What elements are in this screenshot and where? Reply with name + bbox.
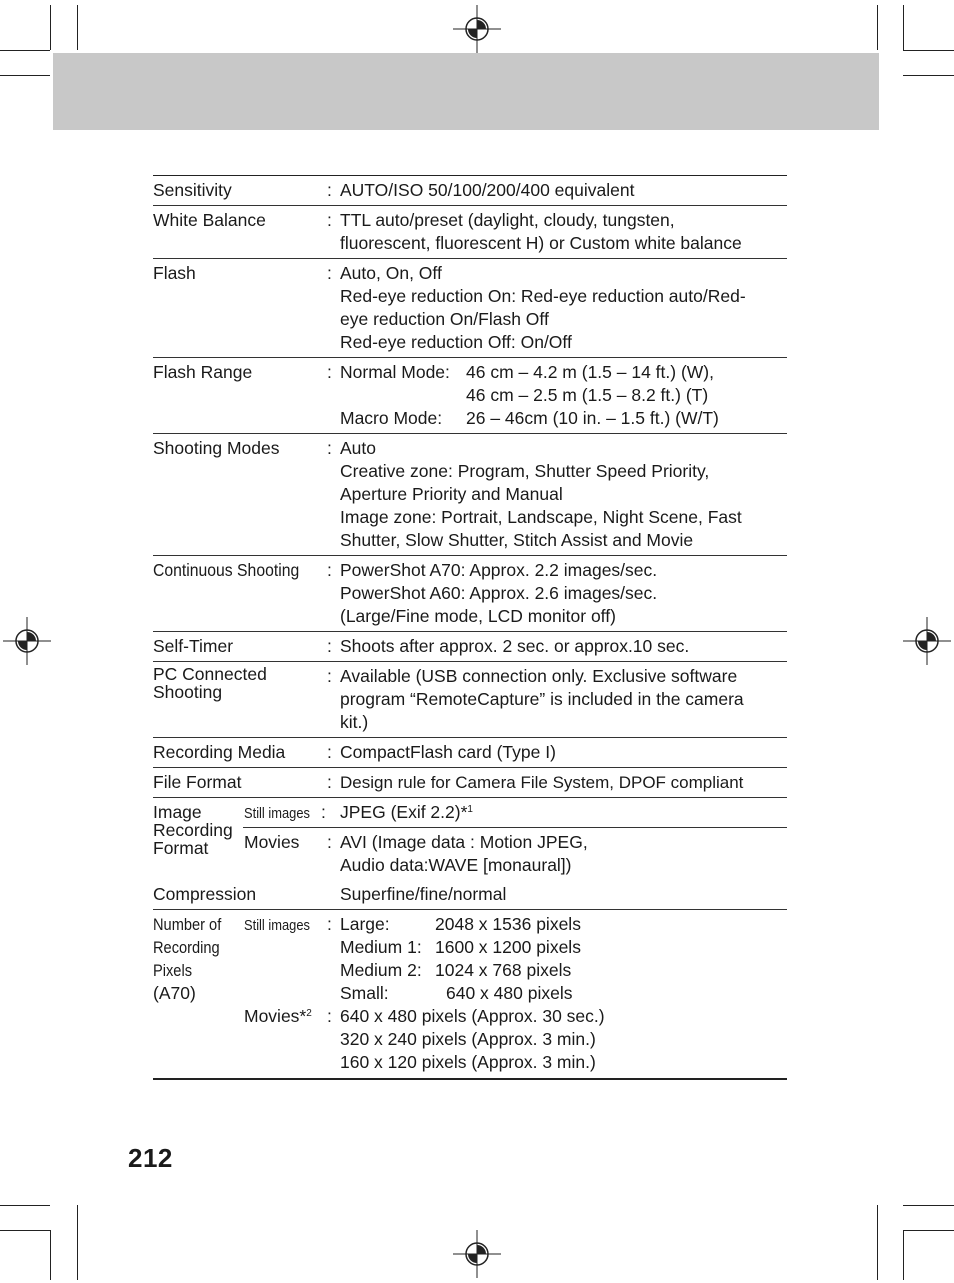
spec-value: Red-eye reduction On: Red-eye reduction auto/Red- [340, 286, 746, 306]
spec-value: CompactFlash card (Type I) [340, 742, 556, 762]
pixel-size-label: Medium 2: [340, 960, 422, 980]
spec-value: 640 x 480 pixels (Approx. 30 sec.) [340, 1006, 605, 1026]
sub-label: Still images [244, 917, 310, 934]
spec-value: fluorescent, fluorescent H) or Custom white balance [340, 233, 742, 253]
spec-value: Image zone: Portrait, Landscape, Night Scene, Fast [340, 507, 742, 527]
spec-label: PC Connected [153, 664, 267, 684]
pixel-size-label: Small: [340, 983, 389, 1003]
sub-label: Movies [244, 832, 300, 852]
spec-value: JPEG (Exif 2.2)* [340, 802, 468, 822]
spec-value: kit.) [340, 712, 369, 732]
spec-label: Flash [153, 263, 196, 283]
spec-row-recording-media: Recording Media : CompactFlash card (Type I) [153, 737, 787, 767]
spec-value: Available (USB connection only. Exclusive software [340, 666, 738, 686]
header-band [53, 53, 879, 130]
spec-row-image-recording-format [153, 797, 787, 880]
spec-value: Creative zone: Program, Shutter Speed Priority, [340, 461, 710, 481]
registration-mark-icon [453, 1230, 501, 1278]
spec-label: Number of [153, 915, 222, 934]
spec-row-recording-pixels: Number of Recording Pixels (A70) Still images : Movies*$^2$ : Large: 2048 x 1536 pixels Medium 1: 1600 x 1200 pixels Medium 2: 1024 x 768 pixels Small: 640 x 480 pixels 640 x 480 pixels (Approx. 30 sec.) 320 x 240 pixels (Approx. 3 min.) 160 x 120 pixels (Approx. 3 min.) [153, 909, 787, 1078]
spec-value: 46 cm – 2.5 m (1.5 – 8.2 ft.) (T) [466, 385, 709, 405]
flash-mode-label: Macro Mode: [340, 408, 443, 428]
spec-value: 1600 x 1200 pixels [435, 937, 581, 957]
spec-value: Red-eye reduction Off: On/Off [340, 332, 572, 352]
spec-label: File Format [153, 772, 242, 792]
sub-label: Movies* [244, 1006, 307, 1026]
spec-value: 26 – 46cm (10 in. – 1.5 ft.) (W/T) [466, 408, 719, 428]
spec-row-pc-connected-shooting: PC Connected Shooting : Available (USB connection only. Exclusive software program “RemoteCapture” is included in the camera kit.) [153, 661, 787, 737]
page-number: 212 [128, 1143, 173, 1173]
spec-value: eye reduction On/Flash Off [340, 309, 549, 329]
flash-mode-label: Normal Mode: [340, 362, 450, 382]
spec-row-flash: Flash : Auto, On, Off Red-eye reduction On: Red-eye reduction auto/Red- eye reduction On/Flash Off Red-eye reduction Off: On/Off [153, 258, 787, 357]
sub-label: Still images [244, 805, 310, 822]
pixel-size-label: Large: [340, 914, 390, 934]
spec-label: Recording [153, 820, 233, 840]
spec-label: Pixels [153, 961, 193, 980]
spec-label: Compression [153, 884, 257, 904]
spec-value: AUTO/ISO 50/100/200/400 equivalent [340, 180, 635, 200]
spec-value: Superfine/fine/normal [340, 884, 507, 904]
spec-value: TTL auto/preset (daylight, cloudy, tungsten, [340, 210, 675, 230]
spec-value: Auto, On, Off [340, 263, 442, 283]
image-format-still: Still images : JPEG (Exif 2.2)*$^1$ [153, 798, 787, 827]
spec-label: Recording Media [153, 742, 286, 762]
spec-value: Aperture Priority and Manual [340, 484, 563, 504]
spec-value: Design rule for Camera File System, DPOF compliant [340, 773, 744, 792]
spec-value: 2048 x 1536 pixels [435, 914, 581, 934]
spec-row-shooting-modes: Shooting Modes : Auto Creative zone: Program, Shutter Speed Priority, Aperture Priority and Manual Image zone: Portrait, Landscape, Night Scene, Fast Shutter, Slow Shutter, Stitch Assist and Movie [153, 433, 787, 555]
spec-value: PowerShot A60: Approx. 2.6 images/sec. [340, 583, 658, 603]
spec-value: program “RemoteCapture” is included in the camera [340, 689, 744, 709]
spec-value: 160 x 120 pixels (Approx. 3 min.) [340, 1052, 596, 1072]
spec-label: Flash Range [153, 362, 253, 382]
spec-label: (A70) [153, 983, 196, 1003]
registration-mark-icon [453, 5, 501, 53]
spec-label: Continuous Shooting [153, 560, 300, 580]
spec-table [153, 175, 787, 1080]
spec-value: Auto [340, 438, 376, 458]
spec-value: (Large/Fine mode, LCD monitor off) [340, 606, 616, 626]
image-format-movies: Movies : AVI (Image data : Motion JPEG, Audio data:WAVE [monaural]) [243, 827, 787, 880]
spec-label: Format [153, 838, 209, 858]
spec-label: Self-Timer [153, 636, 234, 656]
registration-mark-icon [903, 617, 951, 665]
spec-value: 1024 x 768 pixels [435, 960, 572, 980]
spec-value: Shutter, Slow Shutter, Stitch Assist and Movie [340, 530, 694, 550]
spec-value: Audio data:WAVE [monaural]) [340, 855, 572, 875]
registration-mark-icon [3, 617, 51, 665]
spec-label: Image [153, 802, 202, 822]
spec-value: PowerShot A70: Approx. 2.2 images/sec. [340, 560, 658, 580]
spec-row-white-balance: White Balance : TTL auto/preset (daylight, cloudy, tungsten, fluorescent, fluorescent H) or Custom white balance [153, 205, 787, 258]
spec-value: 320 x 240 pixels (Approx. 3 min.) [340, 1029, 596, 1049]
spec-row-continuous-shooting: Continuous Shooting : PowerShot A70: Approx. 2.2 images/sec. PowerShot A60: Approx. 2.6 images/sec. (Large/Fine mode, LCD monitor off) [153, 555, 787, 631]
spec-label: Sensitivity [153, 180, 232, 200]
spec-value: 46 cm – 4.2 m (1.5 – 14 ft.) (W), [466, 362, 714, 382]
footnote-ref: 2 [306, 1008, 312, 1019]
spec-row-file-format: File Format : Design rule for Camera File System, DPOF compliant [153, 767, 787, 797]
spec-label: White Balance [153, 210, 266, 230]
spec-label: Shooting [153, 682, 223, 702]
spec-value: AVI (Image data : Motion JPEG, [340, 832, 588, 852]
spec-value: 640 x 480 pixels [446, 983, 573, 1003]
footnote-ref: 1 [467, 804, 473, 815]
spec-label: Shooting Modes [153, 438, 280, 458]
spec-row-sensitivity: Sensitivity : AUTO/ISO 50/100/200/400 equivalent [153, 176, 787, 205]
spec-row-compression [153, 880, 787, 909]
spec-row-self-timer: Self-Timer : Shoots after approx. 2 sec. or approx.10 sec. [153, 631, 787, 661]
spec-value: Shoots after approx. 2 sec. or approx.10 sec. [340, 636, 690, 656]
pixel-size-label: Medium 1: [340, 937, 422, 957]
spec-label: Recording [153, 938, 220, 957]
spec-row-flash-range: Flash Range : Normal Mode: 46 cm – 4.2 m (1.5 – 14 ft.) (W), 46 cm – 2.5 m (1.5 – 8.2 ft.) (T) Macro Mode: 26 – 46cm (10 in. – 1.5 ft.) (W/T) [153, 357, 787, 433]
